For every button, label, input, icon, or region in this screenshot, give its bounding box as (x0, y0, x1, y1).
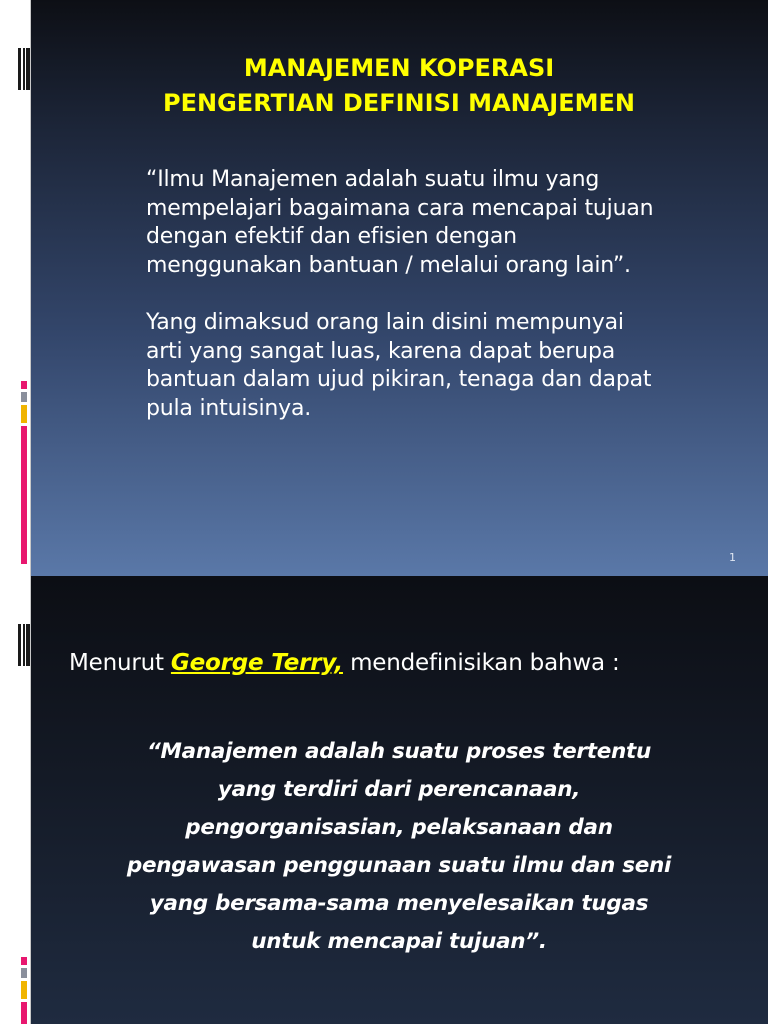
quote-line: untuk mencapai tujuan”. (251, 929, 547, 954)
slide-2 (0, 576, 768, 1024)
text-line: dengan efektif dan efisien dengan (146, 224, 517, 249)
text-line: Yang dimaksud orang lain disini mempunyai (146, 310, 624, 335)
explanation-paragraph (146, 309, 746, 423)
author-name: George Terry, (170, 650, 343, 676)
text-line: menggunakan bantuan / melalui orang lain”. (146, 252, 631, 278)
definition-quote (30, 733, 768, 961)
quote-line: pengawasan penggunaan suatu ilmu dan seni (126, 853, 672, 878)
quote-line: yang terdiri dari perencanaan, (217, 777, 581, 802)
quote-line: pengorganisasian, pelaksanaan dan (185, 815, 613, 840)
page-number: 1 (729, 551, 736, 564)
text-line: bantuan dalam ujud pikiran, tenaga dan dapat (146, 367, 652, 392)
quote-line: yang bersama-sama menyelesaikan tugas (149, 891, 649, 916)
text-line: mempelajari bagaimana cara mencapai tujuan (146, 195, 654, 221)
intro-prefix: Menurut (69, 650, 171, 676)
intro-suffix: mendefinisikan bahwa : (342, 650, 620, 676)
intro-sentence (69, 650, 620, 676)
slide-title-line-2: PENGERTIAN DEFINISI MANAJEMEN (163, 89, 635, 117)
barcode-decoration (18, 48, 30, 90)
barcode-decoration (18, 624, 30, 666)
text-line: “Ilmu Manajemen adalah suatu ilmu yang (146, 167, 600, 192)
text-line: arti yang sangat luas, karena dapat berupa (146, 338, 615, 364)
slide-left-decoration (0, 576, 31, 1024)
slide-left-decoration (0, 0, 31, 576)
slide-title-line-1: MANAJEMEN KOPERASI (243, 54, 555, 82)
text-line: pula intuisinya. (146, 395, 312, 421)
definition-paragraph (146, 166, 746, 280)
quote-line: “Manajemen adalah suatu proses tertentu (147, 739, 651, 764)
